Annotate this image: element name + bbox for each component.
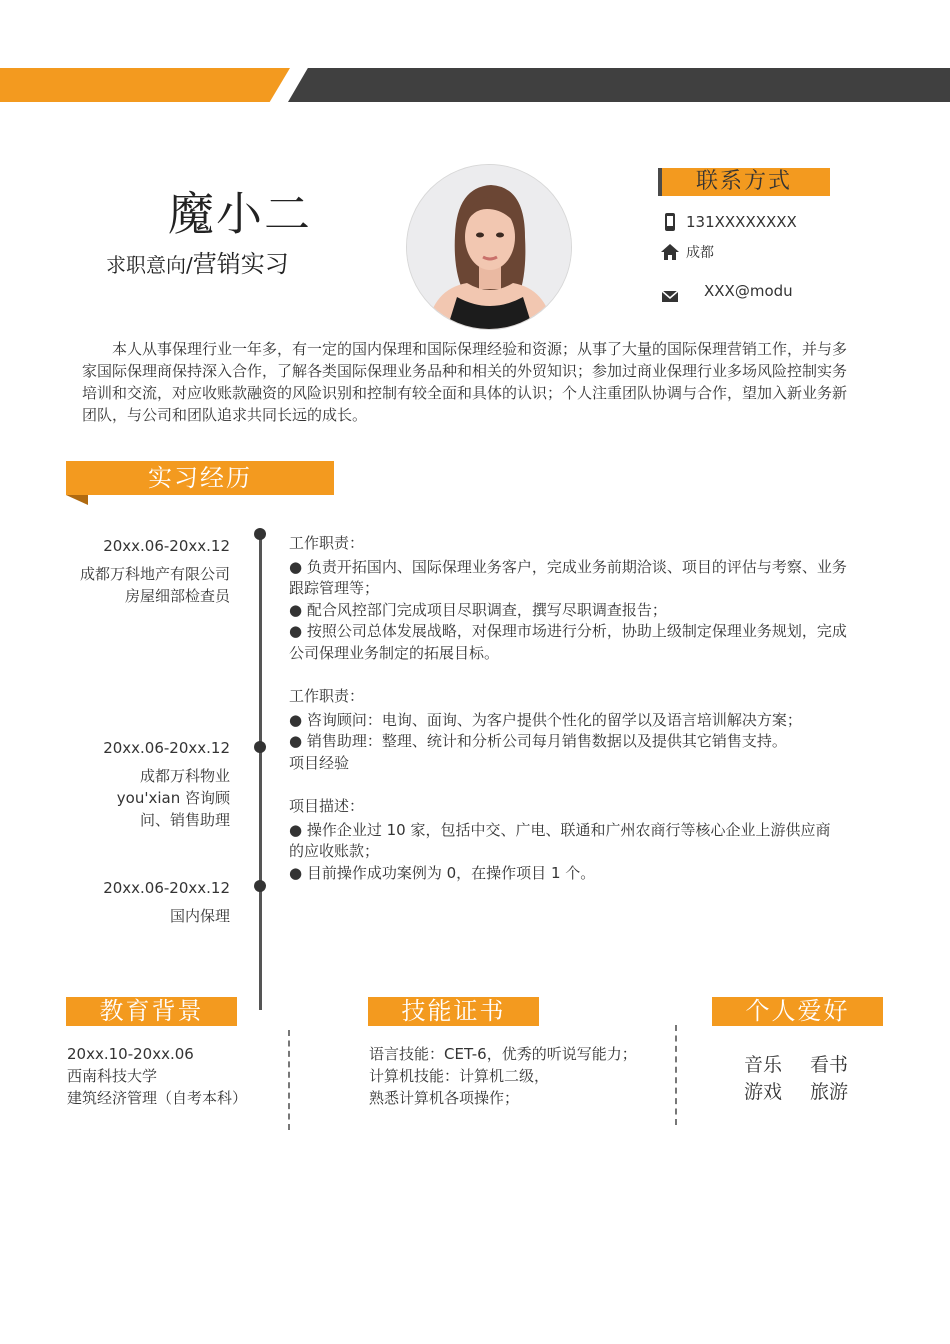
job-intent (106, 244, 289, 279)
contact-city-row (660, 242, 714, 262)
skills-block (369, 1043, 637, 1109)
experience-entry (60, 877, 230, 927)
hobby-item: 看书 (810, 1054, 849, 1076)
timeline-line (259, 530, 262, 1010)
contact-email-row (660, 276, 793, 306)
education-major: 建筑经济管理（自考本科） (67, 1089, 248, 1107)
top-accent-bar (0, 68, 290, 102)
entry-company: 成都万科物业you'xian 咨询顾问、销售助理 (116, 767, 230, 829)
entry-company: 成都万科地产有限公司房屋细部检查员 (80, 565, 231, 605)
project-block (289, 796, 834, 884)
contact-phone-row (660, 212, 797, 232)
experience-entry (60, 737, 230, 831)
education-date: 20xx.10-20xx.06 (67, 1045, 194, 1063)
duty-item: ● 咨询顾问：电询、面询、为客户提供个性化的留学以及语言培训解决方案； (289, 710, 802, 729)
contact-city: 成都 (686, 245, 714, 261)
entry-date: 20xx.06-20xx.12 (103, 879, 230, 897)
education-school: 西南科技大学 (67, 1067, 158, 1085)
hobby-item: 游戏 (744, 1081, 783, 1103)
duty-block (289, 533, 849, 664)
column-divider (675, 1025, 677, 1125)
skill-item: 语言技能：CET-6，优秀的听说写能力； (369, 1045, 637, 1063)
top-dark-bar (288, 68, 950, 102)
candidate-name: 魔小二 (168, 187, 312, 241)
project-item: ● 目前操作成功案例为 0，在操作项目 1 个。 (289, 863, 596, 882)
project-title: 项目描述： (289, 797, 365, 815)
timeline-dot (254, 741, 266, 753)
contact-email: XXX@modu (704, 282, 793, 300)
job-intent-value: 营销实习 (192, 250, 289, 278)
skill-item: 熟悉计算机各项操作； (369, 1089, 520, 1107)
entry-date: 20xx.06-20xx.12 (103, 537, 230, 555)
mail-icon (660, 286, 680, 306)
duty-item: ● 按照公司总体发展战略，对保理市场进行分析，协助上级制定保理业务规划，完成公司保理业务制定的拓展目标。 (289, 622, 847, 662)
hobbies-section-title: 个人爱好 (712, 997, 883, 1026)
duty-title: 工作职责： (289, 687, 365, 705)
duty-item: ● 配合风控部门完成项目尽职调查，撰写尽职调查报告； (289, 600, 667, 619)
timeline-dot (254, 880, 266, 892)
ribbon-fold (66, 495, 88, 505)
duty-title: 工作职责： (289, 534, 365, 552)
duty-item: ● 负责开拓国内、国际保理业务客户，完成业务前期洽谈、项目的评估与考察、业务跟踪管理等； (289, 557, 847, 597)
duty-block (289, 686, 802, 774)
hobbies-block (744, 1052, 876, 1106)
phone-icon (660, 212, 680, 232)
education-section-title: 教育背景 (66, 997, 237, 1026)
experience-section-title: 实习经历 (66, 461, 334, 495)
skill-item: 计算机技能：计算机二级， (369, 1067, 550, 1085)
contact-section-title: 联系方式 (658, 168, 830, 196)
experience-entry (60, 535, 230, 607)
duty-item: ● 销售助理：整理、统计和分析公司每月销售数据以及提供其它销售支持。项目经验 (289, 732, 787, 772)
project-item: ● 操作企业过 10 家，包括中交、广电、联通和广州农商行等核心企业上游供应商的应收账款； (289, 820, 831, 860)
contact-phone: 131XXXXXXXX (686, 213, 797, 231)
timeline-dot (254, 528, 266, 540)
profile-photo (406, 164, 572, 330)
education-block (67, 1043, 247, 1109)
skills-section-title: 技能证书 (368, 997, 539, 1026)
portrait-illustration (407, 165, 571, 329)
hobby-item: 旅游 (810, 1081, 849, 1103)
entry-company: 国内保理 (169, 907, 230, 925)
hobby-item: 音乐 (744, 1054, 783, 1076)
summary-text: 本人从事保理行业一年多，有一定的国内保理和国际保理经验和资源；从事了大量的国际保理营销工作，并与多家国际保理商保持深入合作，了解各类国际保理业务品种和相关的外贸知识；参加过商业保理行业多场风险控制实务培训和交流，对应收账款融资的风险识别和控制有较全面和具体的认识；个人注重团队协调与合作，望加入新业务新团队，与公司和团队追求共同长远的成长。 (82, 340, 848, 424)
self-summary (82, 338, 852, 426)
home-icon (660, 242, 680, 262)
column-divider (288, 1030, 290, 1130)
job-intent-label: 求职意向/ (106, 253, 193, 277)
entry-date: 20xx.06-20xx.12 (103, 739, 230, 757)
